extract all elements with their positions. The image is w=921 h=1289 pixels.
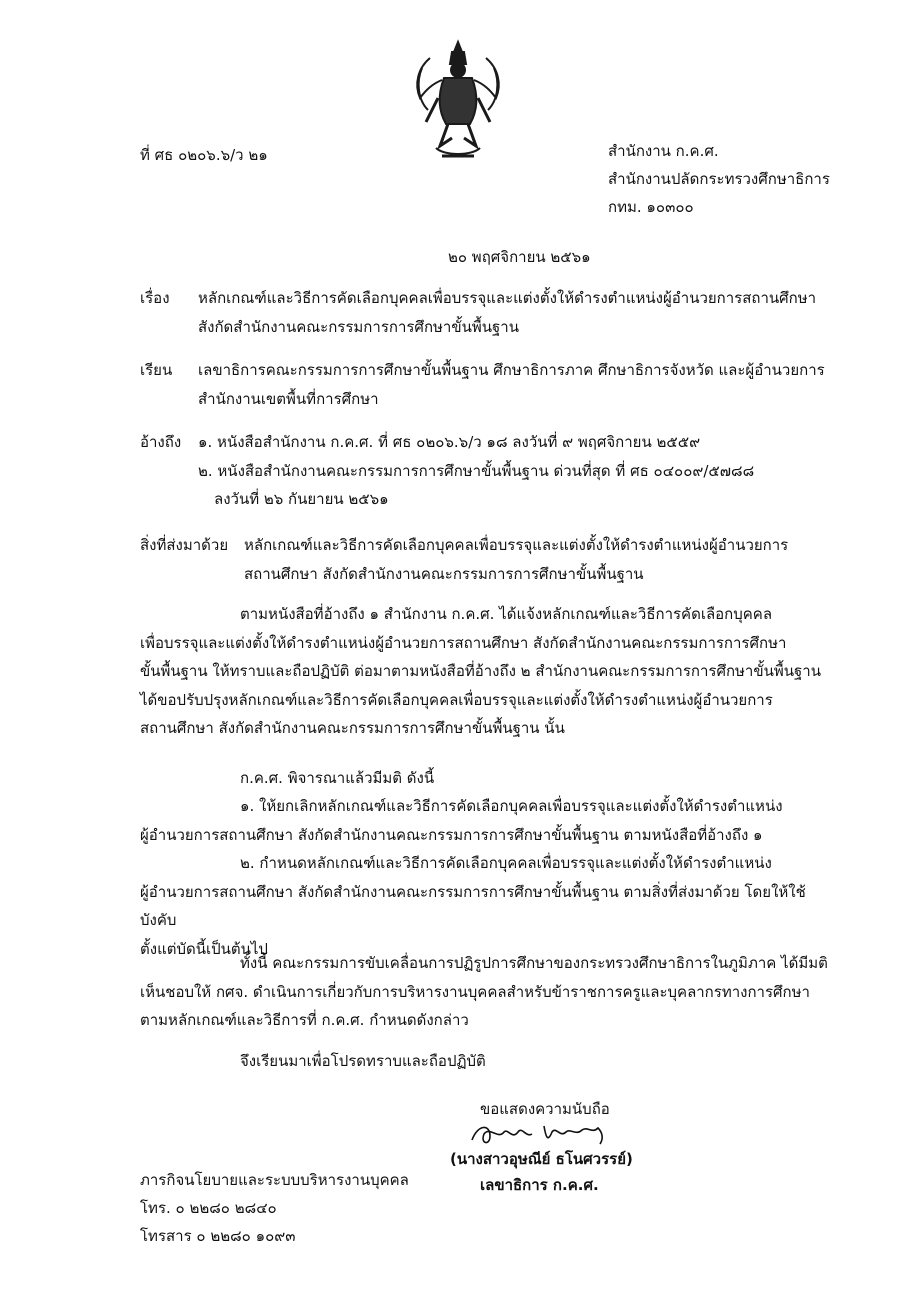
references-section (140, 428, 840, 514)
body-line: ผู้อำนวยการสถานศึกษา สังกัดสำนักงานคณะกรรมการการศึกษาขั้นพื้นฐาน ตามสิ่งที่ส่งมาด้วย โดยให้ใช้บังคับ (140, 882, 806, 929)
reference-line: ๑. หนังสือสำนักงาน ก.ค.ศ. ที่ ศธ ๐๒๐๖.๖/ว ๑๘ ลงวันที่ ๙ พฤศจิกายน ๒๕๕๙ (198, 433, 701, 451)
body-line: ๒. กำหนดหลักเกณฑ์และวิธีการคัดเลือกบุคคลเพื่อบรรจุและแต่งตั้งให้ดำรงตำแหน่ง (240, 854, 772, 872)
signatory-name: (นางสาวอุษณีย์ ธโนศวรรย์) (450, 1150, 633, 1168)
body-line: ตามหลักเกณฑ์และวิธีการที่ ก.ค.ศ. กำหนดดังกล่าว (140, 1011, 469, 1029)
signatory-position: เลขาธิการ ก.ค.ศ. (480, 1176, 599, 1194)
office-line: กทม. ๑๐๓๐๐ (608, 198, 694, 216)
resolution-item-1 (140, 792, 840, 849)
recipient-line: เลขาธิการคณะกรรมการการศึกษาขั้นพื้นฐาน ศึกษาธิการภาค ศึกษาธิการจังหวัด และผู้อำนวยการ (198, 361, 825, 379)
subject-line: หลักเกณฑ์และวิธีการคัดเลือกบุคคลเพื่อบรรจุและแต่งตั้งให้ดำรงตำแหน่งผู้อำนวยการสถานศึกษา (198, 289, 817, 307)
reference-line: ลงวันที่ ๒๖ กันยายน ๒๕๖๑ (214, 490, 389, 508)
subject-label: เรื่อง (140, 289, 170, 307)
recipient-line: สำนักงานเขตพื้นที่การศึกษา (198, 389, 379, 408)
enclosure-label: สิ่งที่ส่งมาด้วย (140, 536, 229, 554)
enclosure-line: หลักเกณฑ์และวิธีการคัดเลือกบุคคลเพื่อบรรจุและแต่งตั้งให้ดำรงตำแหน่งผู้อำนวยการ (244, 536, 789, 554)
body-line: สถานศึกษา สังกัดสำนักงานคณะกรรมการการศึกษาขั้นพื้นฐาน นั้น (140, 719, 565, 737)
body-line: เพื่อบรรจุและแต่งตั้งให้ดำรงตำแหน่งผู้อำนวยการสถานศึกษา สังกัดสำนักงานคณะกรรมการการศึกษา (140, 633, 787, 652)
garuda-emblem-icon (408, 38, 508, 166)
footer-fax: โทรสาร ๐ ๒๒๘๐ ๑๐๙๓ (140, 1227, 296, 1245)
office-address (608, 137, 830, 221)
office-line: สำนักงานปลัดกระทรวงศึกษาธิการ (608, 170, 830, 188)
body-line: ขั้นพื้นฐาน ให้ทราบและถือปฏิบัติ ต่อมาตามหนังสือที่อ้างถึง ๒ สำนักงานคณะกรรมการการศึกษาขั้นพื้นฐาน (140, 662, 821, 680)
enclosure-section (140, 531, 840, 588)
resolution-item-2 (140, 849, 840, 963)
body-line: ๑. ให้ยกเลิกหลักเกณฑ์และวิธีการคัดเลือกบุคคลเพื่อบรรจุและแต่งตั้งให้ดำรงตำแหน่ง (240, 797, 783, 815)
enclosure-line: สถานศึกษา สังกัดสำนักงานคณะกรรมการการศึกษาขั้นพื้นฐาน (244, 564, 644, 583)
body-paragraph-2 (140, 764, 840, 793)
body-paragraph-3 (140, 949, 840, 1035)
recipient-label: เรียน (140, 361, 173, 379)
reference-line: ๒. หนังสือสำนักงานคณะกรรมการการศึกษาขั้นพื้นฐาน ด่วนที่สุด ที่ ศธ ๐๔๐๐๙/๕๗๘๘ (198, 461, 755, 480)
subject-line: สังกัดสำนักงานคณะกรรมการการศึกษาขั้นพื้นฐาน (198, 317, 519, 336)
letter-date: ๒๐ พฤศจิกายน ๒๕๖๑ (448, 248, 591, 266)
body-paragraph-1 (140, 600, 840, 743)
body-line: ผู้อำนวยการสถานศึกษา สังกัดสำนักงานคณะกรรมการการศึกษาขั้นพื้นฐาน ตามหนังสือที่อ้างถึง ๑ (140, 825, 763, 844)
body-line: เห็นชอบให้ กศจ. ดำเนินการเกี่ยวกับการบริหารงานบุคคลสำหรับข้าราชการครูและบุคลากรทางการศึกษา (140, 982, 810, 1001)
footer-contact (140, 1166, 409, 1250)
body-line: ตามหนังสือที่อ้างถึง ๑ สำนักงาน ก.ค.ศ. ได้แจ้งหลักเกณฑ์และวิธีการคัดเลือกบุคคล (240, 605, 773, 623)
office-line: สำนักงาน ก.ค.ศ. (608, 142, 719, 160)
references-label: อ้างถึง (140, 433, 182, 451)
reference-number: ที่ ศธ ๐๒๐๖.๖/ว ๒๑ (140, 146, 268, 164)
body-line: ก.ค.ศ. พิจารณาแล้วมีมติ ดังนี้ (240, 769, 435, 787)
closing-text: จึงเรียนมาเพื่อโปรดทราบและถือปฏิบัติ (240, 1052, 486, 1070)
footer-tel: โทร. ๐ ๒๒๘๐ ๒๘๔๐ (140, 1199, 277, 1217)
regards-text: ขอแสดงความนับถือ (480, 1100, 610, 1118)
body-line: ตั้งแต่บัดนี้เป็นต้นไป (140, 939, 268, 958)
body-line: ทั้งนี้ คณะกรรมการขับเคลื่อนการปฏิรูปการศึกษาของกระทรวงศึกษาธิการในภูมิภาค ได้มีมติ (240, 954, 828, 972)
body-line: ได้ขอปรับปรุงหลักเกณฑ์และวิธีการคัดเลือกบุคคลเพื่อบรรจุและแต่งตั้งให้ดำรงตำแหน่งผู้อำนวยการ (140, 690, 773, 709)
closing-line (140, 1047, 840, 1076)
subject-section (140, 284, 840, 341)
recipient-section (140, 356, 840, 413)
footer-division: ภารกิจนโยบายและระบบบริหารงานบุคคล (140, 1171, 409, 1189)
